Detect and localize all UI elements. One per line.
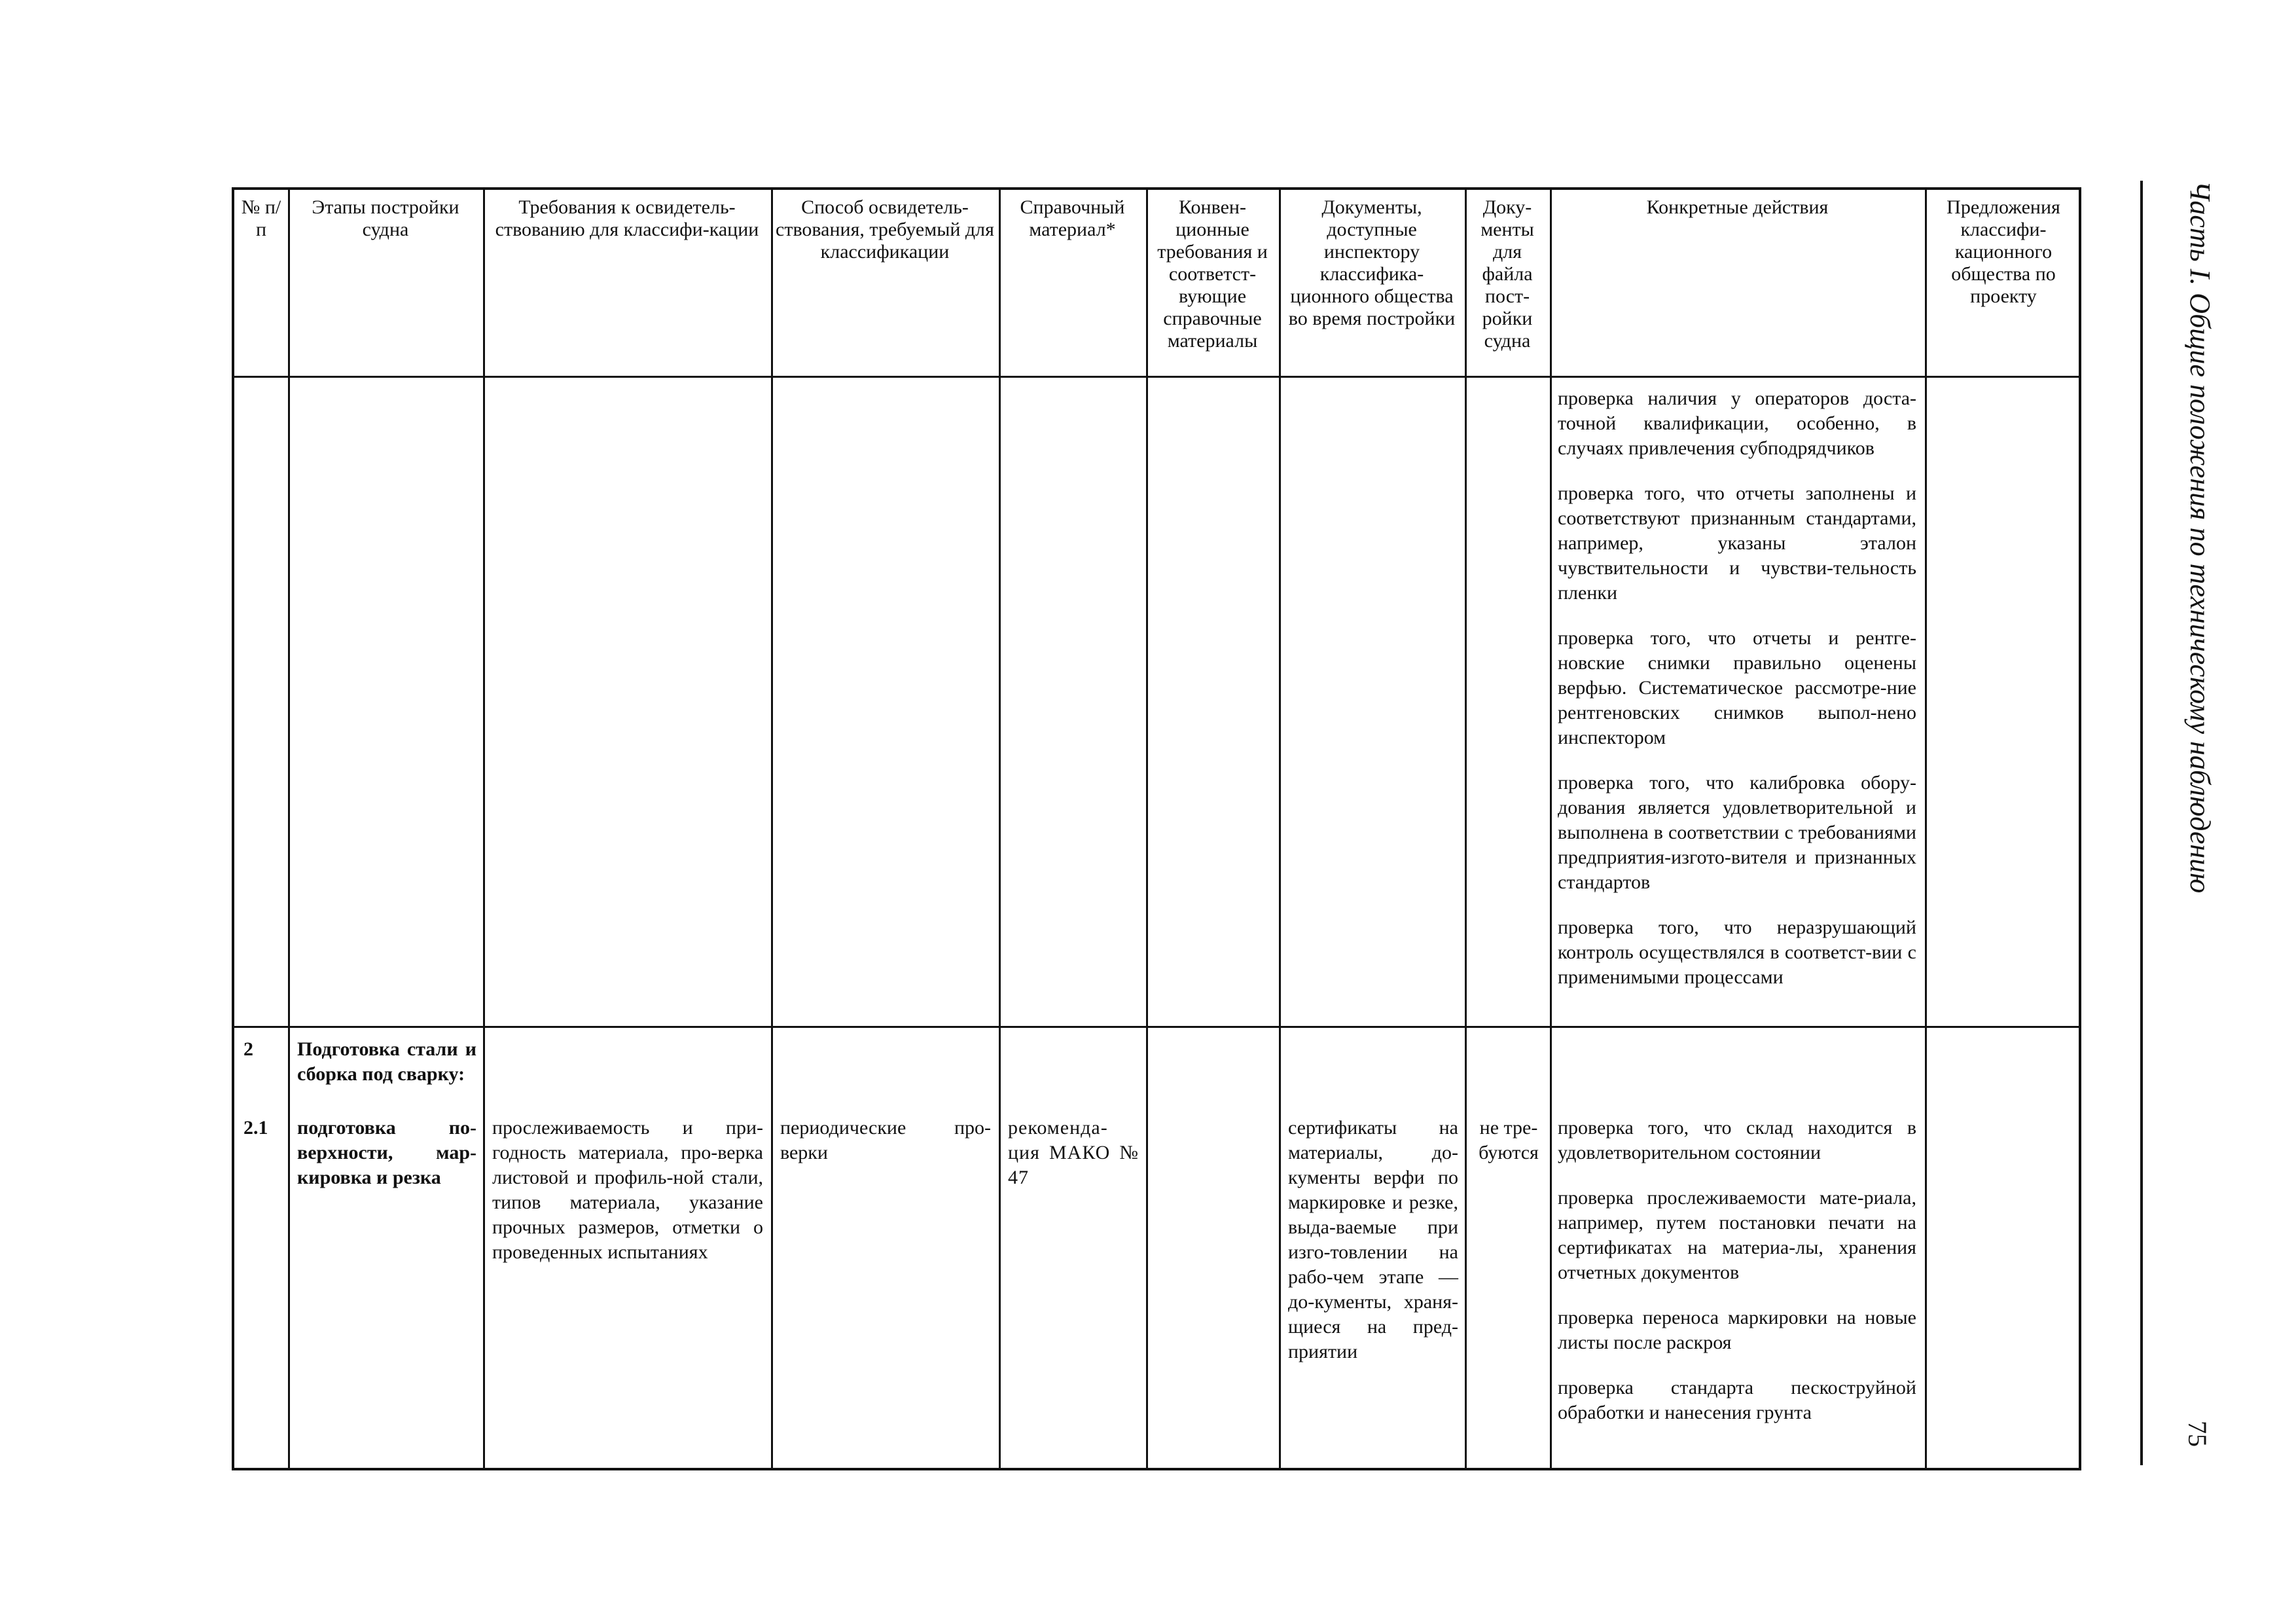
row2-number: 2 bbox=[243, 1038, 253, 1060]
row2-documents: сертификаты на материалы, до-кументы верфи по маркировке и резке, выда-ваемые при изго-товлении на рабо-чем этапе — до-кументы, храня-щиеся на пред-приятии bbox=[1288, 1117, 1458, 1362]
header-number: № п/п bbox=[241, 196, 281, 240]
action-item: проверка того, что отчеты заполнены и соответствуют признанным стандартами, например, указаны эталон чувствительности и чувстви-тельность пленки bbox=[1558, 483, 1916, 604]
column-divider bbox=[288, 190, 290, 1468]
action-item: проверка прослеживаемости мате-риала, например, путем постановки печати на сертификатах на материа-лы, хранения отчетных документов bbox=[1558, 1187, 1916, 1283]
column-divider bbox=[1925, 190, 1927, 1468]
column-divider bbox=[999, 190, 1001, 1468]
header-documents: Документы, доступные инспектору классифика-ционного общества во время постройки bbox=[1288, 196, 1456, 329]
row-divider bbox=[234, 376, 2079, 378]
header-requirements: Требования к освидетель-ствованию для классифи-кации bbox=[495, 196, 759, 240]
header-method: Способ освидетель-ствования, требуемый для классификации bbox=[776, 196, 994, 263]
column-divider bbox=[1279, 190, 1281, 1468]
column-divider bbox=[483, 190, 485, 1468]
header-file-documents: Доку-менты для файла пост-ройки судна bbox=[1480, 196, 1534, 352]
action-item: проверка того, что склад находится в удовлетворительном состоянии bbox=[1558, 1117, 1916, 1163]
row-divider bbox=[234, 1026, 2079, 1028]
column-divider bbox=[1550, 190, 1552, 1468]
column-divider bbox=[1146, 190, 1148, 1468]
row2-stage: Подготовка стали и сборка под сварку: bbox=[297, 1038, 476, 1085]
action-item: проверка того, что калибровка обору-дования является удовлетворительной и выполнена в соответствии с требованиями предприятия-изгото-вителя и признанных стандартов bbox=[1558, 772, 1916, 893]
header-reference: Справочный материал* bbox=[1020, 196, 1125, 240]
row2-actions bbox=[1558, 1116, 1916, 1425]
classification-table bbox=[232, 187, 2081, 1470]
running-title: Часть I. Общие положения по техническому наблюдению bbox=[2184, 181, 2216, 894]
header-proposals: Предложения классифи-кационного общества по проекту bbox=[1946, 196, 2060, 307]
header-stages: Этапы постройки судна bbox=[312, 196, 459, 240]
header-convention: Конвен-ционные требования и соответст-вующие справочные материалы bbox=[1157, 196, 1268, 352]
row2-substage: подготовка по-верхности, мар-кировка и резка bbox=[297, 1117, 476, 1188]
page-number: 75 bbox=[2183, 1421, 2212, 1447]
row1-actions bbox=[1558, 386, 1916, 990]
action-item: проверка наличия у операторов доста-точной квалификации, особенно, в случаях привлечения субподрядчиков bbox=[1558, 388, 1916, 459]
row2-requirements: прослеживаемость и при-годность материала, про-верка листовой и профиль-ной стали, типов материала, указание прочных размеров, отметки о проведенных испытаниях bbox=[492, 1117, 763, 1263]
action-item: проверка стандарта пескоструйной обработки и нанесения грунта bbox=[1558, 1377, 1916, 1423]
row2-subnumber: 2.1 bbox=[243, 1117, 268, 1139]
row2-file-documents: не тре-буются bbox=[1479, 1117, 1539, 1163]
column-divider bbox=[771, 190, 773, 1468]
column-divider bbox=[1465, 190, 1467, 1468]
row2-method: периодические про-верки bbox=[780, 1117, 991, 1163]
action-item: проверка переноса маркировки на новые листы после раскроя bbox=[1558, 1307, 1916, 1353]
action-item: проверка того, что отчеты и рентге-новские снимки правильно оценены верфью. Систематическое рассмотре-ние рентгеновских снимков выпол-нено инспектором bbox=[1558, 627, 1916, 748]
header-actions: Конкретные действия bbox=[1646, 196, 1829, 218]
action-item: проверка того, что неразрушающий контроль осуществлялся в соответст-вии с применимыми процессами bbox=[1558, 917, 1916, 988]
side-rule bbox=[2140, 181, 2143, 1465]
row2-reference: рекоменда-ция МАКО № 47 bbox=[1008, 1117, 1139, 1188]
